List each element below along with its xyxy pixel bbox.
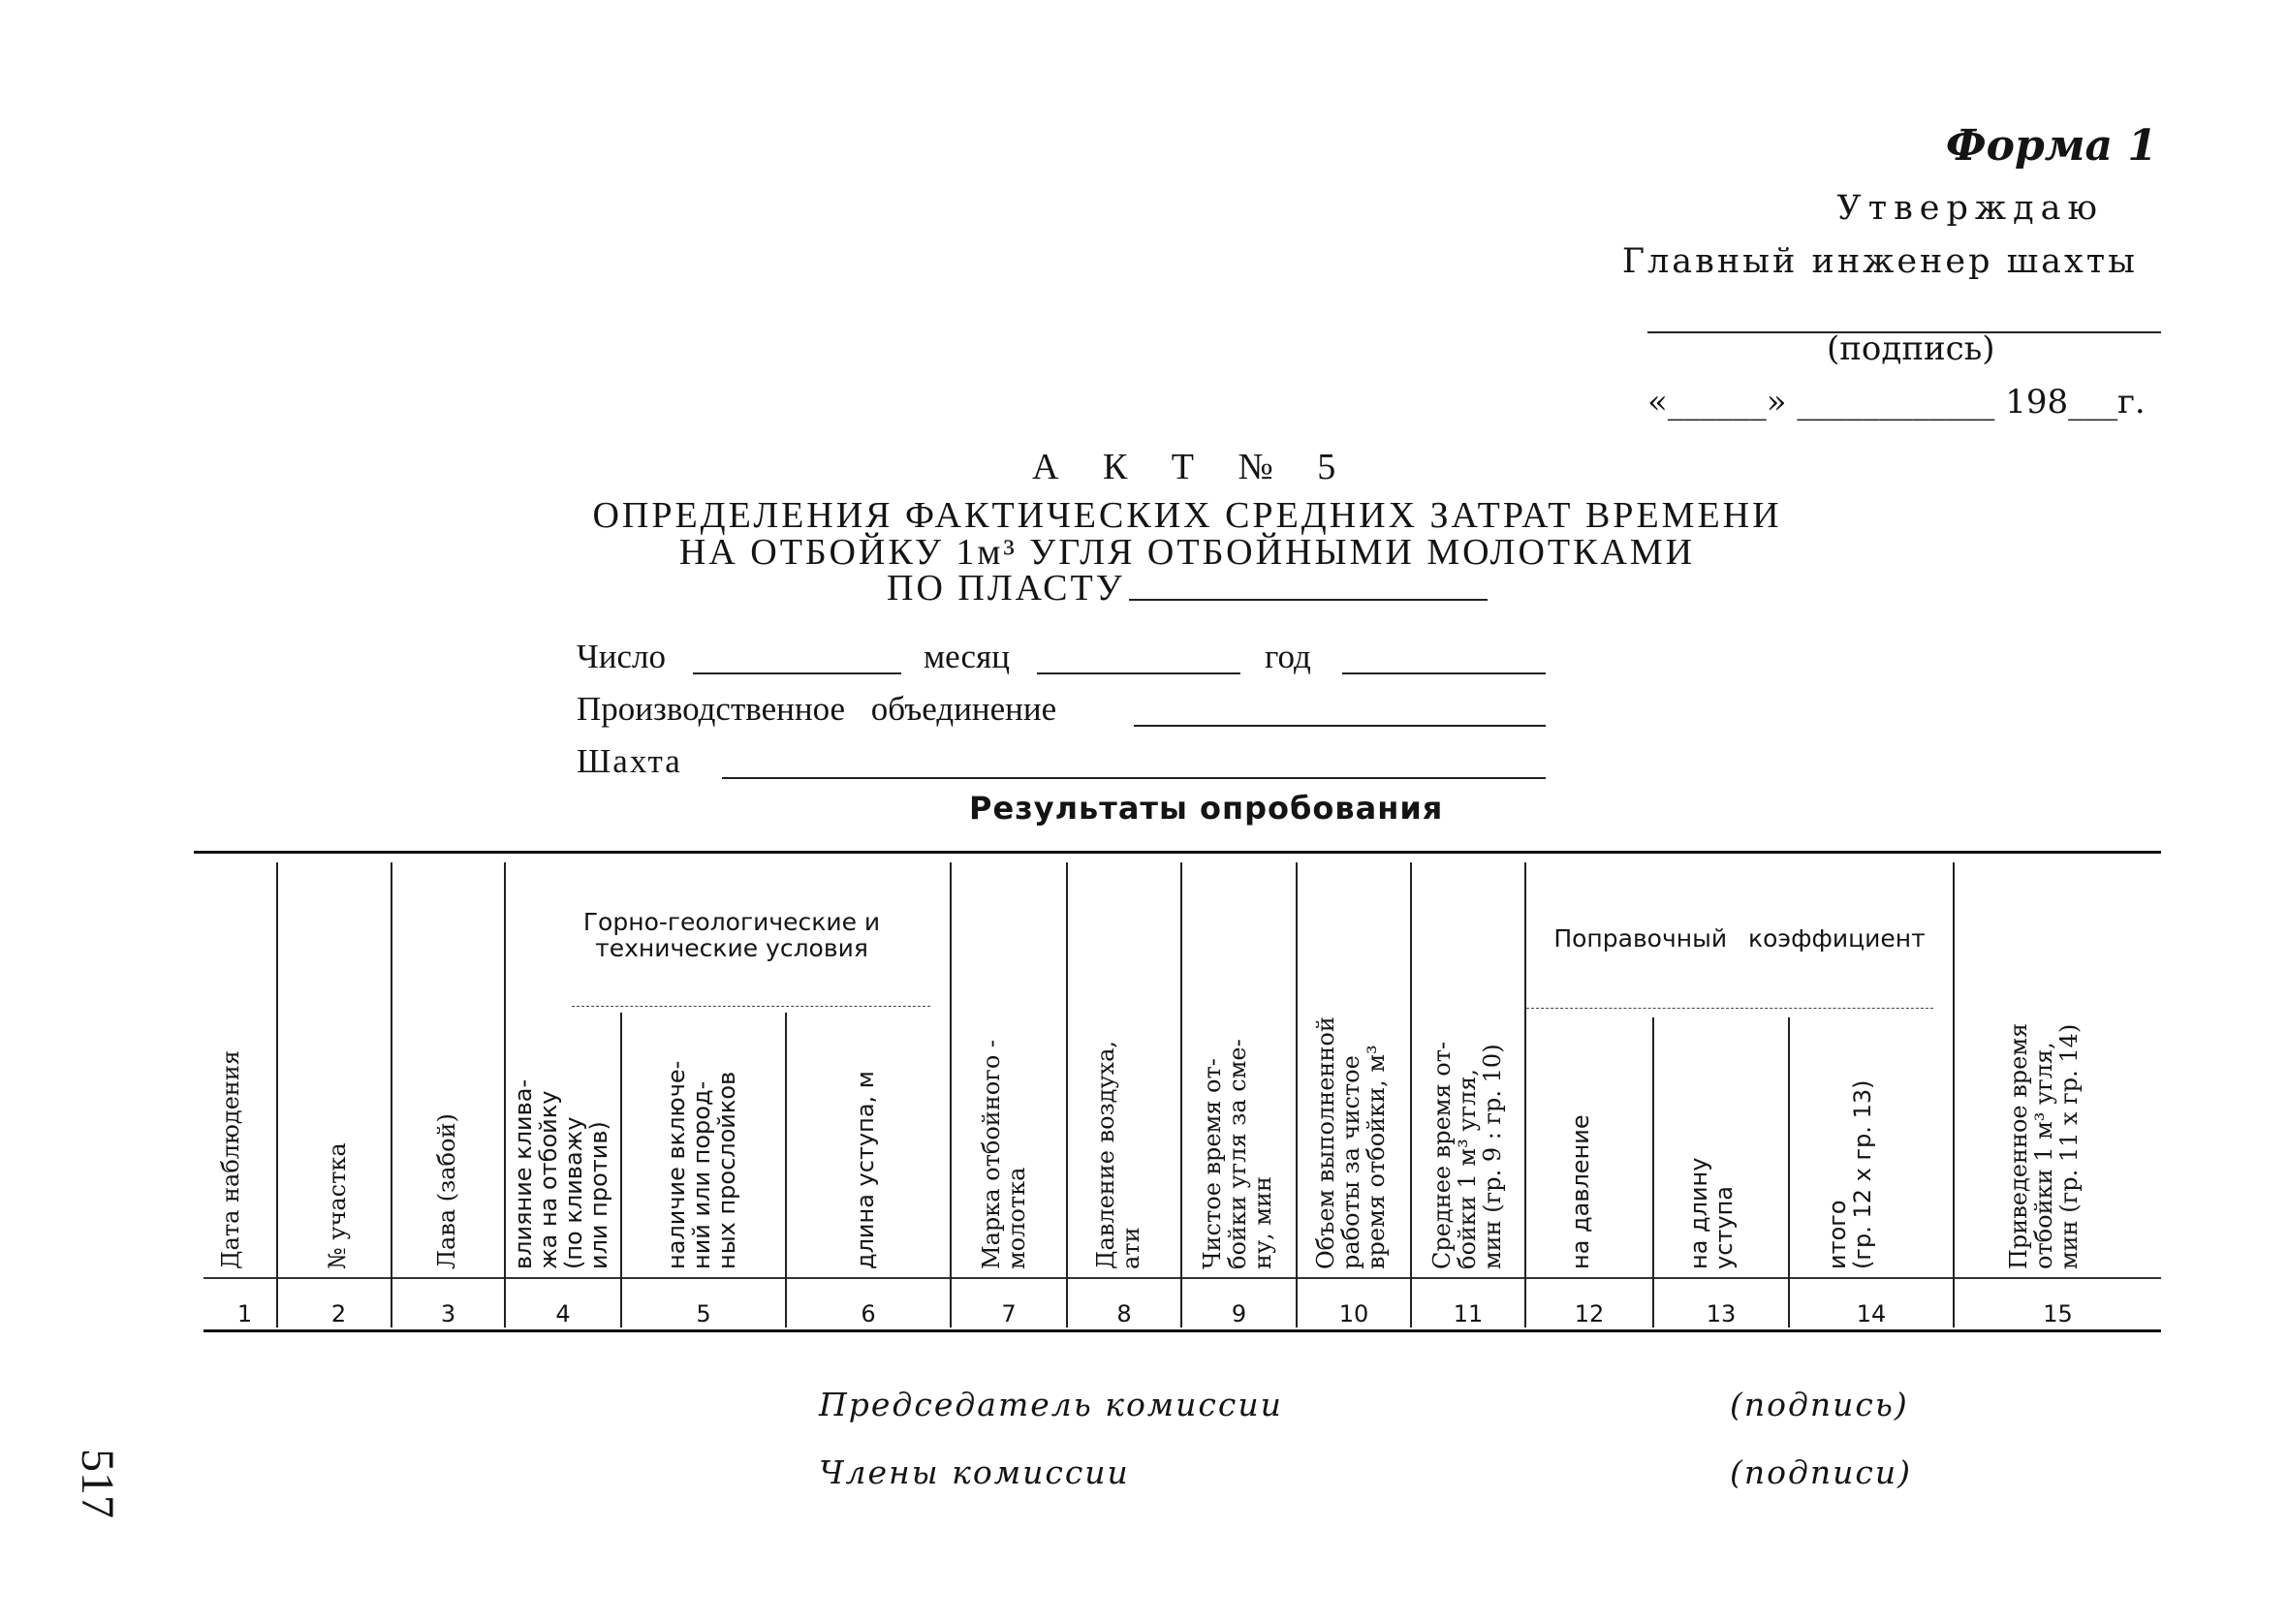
col-header-11: Среднее время от- бойки 1 м³ угля, мин (гр. 9 : гр. 10) xyxy=(1428,1041,1506,1269)
col-num: 9 xyxy=(1231,1300,1247,1327)
approval-date: «______» ____________ 198___г. xyxy=(1647,383,2146,422)
field-mine-label: Шахта xyxy=(577,742,682,780)
page-number: 517 xyxy=(72,1449,123,1518)
col-header-9: Чистое время от- бойки угля за сме- ну, мин xyxy=(1199,1039,1276,1269)
col-sep-13 xyxy=(1788,1017,1790,1327)
field-year-label: год xyxy=(1265,638,1311,675)
col-num: 1 xyxy=(236,1300,253,1327)
col-num: 12 xyxy=(1574,1300,1605,1327)
col-sep-10 xyxy=(1410,862,1412,1327)
title-line-2: НА ОТБОЙКУ 1м³ УГЛЯ ОТБОЙНЫМИ МОЛОТКАМИ xyxy=(678,532,1696,573)
chairman-label: Председатель комиссии xyxy=(819,1386,1283,1423)
group-geology-header: Горно-геологические и технические условия xyxy=(582,908,881,962)
seam-blank xyxy=(1129,599,1488,601)
field-mine-blank xyxy=(722,777,1546,779)
col-num: 3 xyxy=(440,1300,456,1327)
geology-subheader-line xyxy=(572,1006,930,1007)
col-header-4: влияние клива- жа на отбойку (по кливажу или против) xyxy=(510,1078,612,1269)
col-header-5: наличие включе- ний или пород- ных прослойков xyxy=(663,1060,740,1269)
col-sep-9 xyxy=(1296,862,1298,1327)
col-sep-14 xyxy=(1953,862,1955,1327)
field-day-blank xyxy=(693,672,901,674)
col-num: 14 xyxy=(1856,1300,1887,1327)
chairman-signature: (подпись) xyxy=(1730,1386,1909,1423)
col-sep-1 xyxy=(276,862,278,1327)
group-coef-header: Поправочный коэффициент xyxy=(1553,924,1926,953)
col-num: 4 xyxy=(555,1300,571,1327)
field-month-blank xyxy=(1037,672,1240,674)
col-num: 7 xyxy=(1001,1300,1017,1327)
col-sep-7 xyxy=(1066,862,1068,1327)
field-month-label: месяц xyxy=(924,638,1010,675)
members-signature: (подписи) xyxy=(1730,1453,1913,1491)
coef-subheader-line xyxy=(1526,1008,1933,1009)
col-num: 5 xyxy=(696,1300,711,1327)
col-sep-12 xyxy=(1652,1017,1654,1327)
col-sep-8 xyxy=(1180,862,1182,1327)
col-num: 10 xyxy=(1338,1300,1369,1327)
col-sep-4 xyxy=(620,1013,622,1327)
col-header-14: итого (гр. 12 х гр. 13) xyxy=(1824,1079,1876,1269)
col-sep-5 xyxy=(785,1013,787,1327)
col-header-7: Марка отбойного - молотка xyxy=(978,1039,1030,1269)
col-sep-6 xyxy=(950,862,952,1327)
col-header-1: Дата наблюдения xyxy=(217,1049,244,1269)
table-bottom-border xyxy=(204,1329,2161,1332)
col-num: 8 xyxy=(1116,1300,1132,1327)
table-title: Результаты опробования xyxy=(969,790,1444,827)
title-line-3: ПО ПЛАСТУ xyxy=(887,568,1125,609)
form-label: Форма 1 xyxy=(1945,121,2157,171)
table-top-border xyxy=(194,851,2161,854)
col-header-8: Давление воздуха, ати xyxy=(1092,1040,1144,1269)
col-num: 6 xyxy=(861,1300,876,1327)
col-header-10: Объем выполненной работы за чистое время отбойки, м³ xyxy=(1312,1016,1390,1269)
col-sep-3 xyxy=(504,862,506,1327)
title-line-1: ОПРЕДЕЛЕНИЯ ФАКТИЧЕСКИХ СРЕДНИХ ЗАТРАТ ВРЕМЕНИ xyxy=(592,495,1782,536)
table-number-row-line xyxy=(204,1277,2161,1279)
col-header-15: Приведенное время отбойки 1 м³ угля, мин (гр. 11 х гр. 14) xyxy=(2005,1022,2083,1269)
col-header-2: № участка xyxy=(324,1142,351,1269)
col-header-6: длина уступа, м xyxy=(852,1071,879,1269)
col-sep-11 xyxy=(1524,862,1526,1327)
members-label: Члены комиссии xyxy=(819,1453,1130,1491)
field-association-label: Производственное объединение xyxy=(577,690,1057,728)
col-num: 13 xyxy=(1706,1300,1737,1327)
col-num: 15 xyxy=(2043,1300,2073,1327)
approve-role: Главный инженер шахты xyxy=(1621,242,2138,281)
approve-label: Утверждаю xyxy=(1836,189,2104,228)
col-num: 11 xyxy=(1453,1300,1484,1327)
col-num: 2 xyxy=(330,1300,347,1327)
col-header-13: на длину уступа xyxy=(1685,1157,1738,1269)
col-header-12: на давление xyxy=(1567,1114,1594,1269)
field-year-blank xyxy=(1342,672,1546,674)
signature-caption: (подпись) xyxy=(1827,329,1995,368)
col-sep-2 xyxy=(391,862,392,1327)
col-header-3: Лава (забой) xyxy=(433,1113,460,1269)
field-association-blank xyxy=(1134,725,1546,727)
act-title: А К Т № 5 xyxy=(1032,447,1354,487)
field-day-label: Число xyxy=(577,638,666,675)
